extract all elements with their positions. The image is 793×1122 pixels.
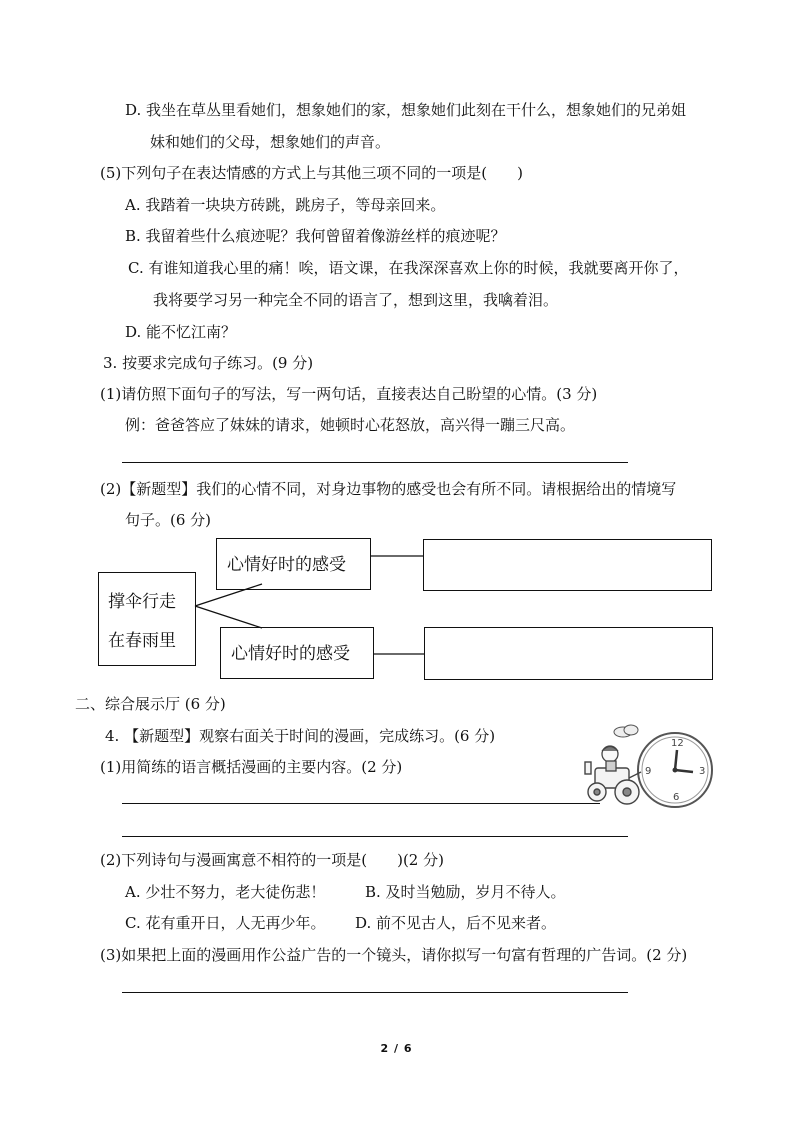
q4-option-d: D. 前不见古人，后不见来者。 — [355, 914, 557, 932]
scene-text-line1: 撑伞行走 — [108, 592, 176, 612]
q4-option-b: B. 及时当勉励，岁月不待人。 — [365, 883, 566, 901]
clock-number-9: 9 — [645, 766, 652, 777]
q3-part2-line2: 句子。(6 分) — [125, 511, 212, 529]
q5-option-d: D. 能不忆江南？ — [125, 323, 237, 341]
q4-option-c: C. 花有重开日，人无再少年。 — [125, 914, 326, 932]
q3-part2-line1: (2)【新题型】我们的心情不同，对身边事物的感受也会有所不同。请根据给出的情境写 — [100, 480, 677, 498]
clock-number-6: 6 — [673, 792, 680, 803]
q5-stem: (5)下列句子在表达情感的方式上与其他三项不同的一项是( ) — [100, 164, 523, 182]
q3-title: 3. 按要求完成句子练习。(9 分) — [103, 354, 314, 372]
q5-option-a: A. 我踏着一块块方砖跳，跳房子，等母亲回来。 — [125, 196, 446, 214]
q4-title: 4. 【新题型】观察右面关于时间的漫画，完成练习。(6 分) — [105, 727, 496, 745]
answer-line[interactable] — [122, 836, 628, 837]
clock-icon — [638, 733, 712, 807]
q4-part3: (3)如果把上面的漫画用作公益广告的一个镜头，请你拟写一句富有哲理的广告词。(2 分) — [100, 946, 688, 964]
answer-box-top[interactable] — [423, 539, 712, 591]
time-comic-illustration — [575, 720, 725, 810]
answer-line[interactable] — [122, 803, 600, 804]
page-number: 2 / 6 — [380, 1042, 413, 1055]
option-d-line2: 妹和她们的父母，想象她们的声音。 — [150, 133, 391, 151]
q5-option-c-line1: C. 有谁知道我心里的痛！唉，语文课，在我深深喜欢上你的时候，我就要离开你了， — [128, 259, 689, 277]
scene-text-line2: 在春雨里 — [108, 631, 176, 651]
q5-option-c-line2: 我将要学习另一种完全不同的语言了，想到这里，我噙着泪。 — [153, 291, 559, 309]
option-d-line1: D. 我坐在草丛里看她们，想象她们的家，想象她们此刻在干什么，想象她们的兄弟姐 — [125, 101, 687, 119]
answer-box-bottom[interactable] — [424, 627, 713, 680]
boy-driver-icon — [602, 746, 618, 771]
q4-option-a: A. 少壮不努力，老大徒伤悲！ — [125, 883, 326, 901]
cloud-icon — [614, 725, 638, 737]
q4-part1: (1)用简练的语言概括漫画的主要内容。(2 分) — [100, 758, 403, 776]
answer-line[interactable] — [122, 992, 628, 993]
section2-heading: 二、综合展示厅 (6 分) — [75, 695, 226, 713]
q5-option-b: B. 我留着些什么痕迹呢？我何曾留着像游丝样的痕迹呢？ — [125, 227, 506, 245]
clock-number-3: 3 — [699, 766, 706, 777]
q4-part2: (2)下列诗句与漫画寓意不相符的一项是( )(2 分) — [100, 851, 444, 869]
q3-example: 例：爸爸答应了妹妹的请求，她顿时心花怒放，高兴得一蹦三尺高。 — [125, 416, 576, 434]
q3-part1: (1)请仿照下面句子的写法，写一两句话，直接表达自己盼望的心情。(3 分) — [100, 385, 598, 403]
mood-bottom-text: 心情好时的感受 — [231, 644, 350, 664]
mood-top-text: 心情好时的感受 — [227, 555, 346, 575]
clock-number-12: 12 — [671, 738, 684, 749]
